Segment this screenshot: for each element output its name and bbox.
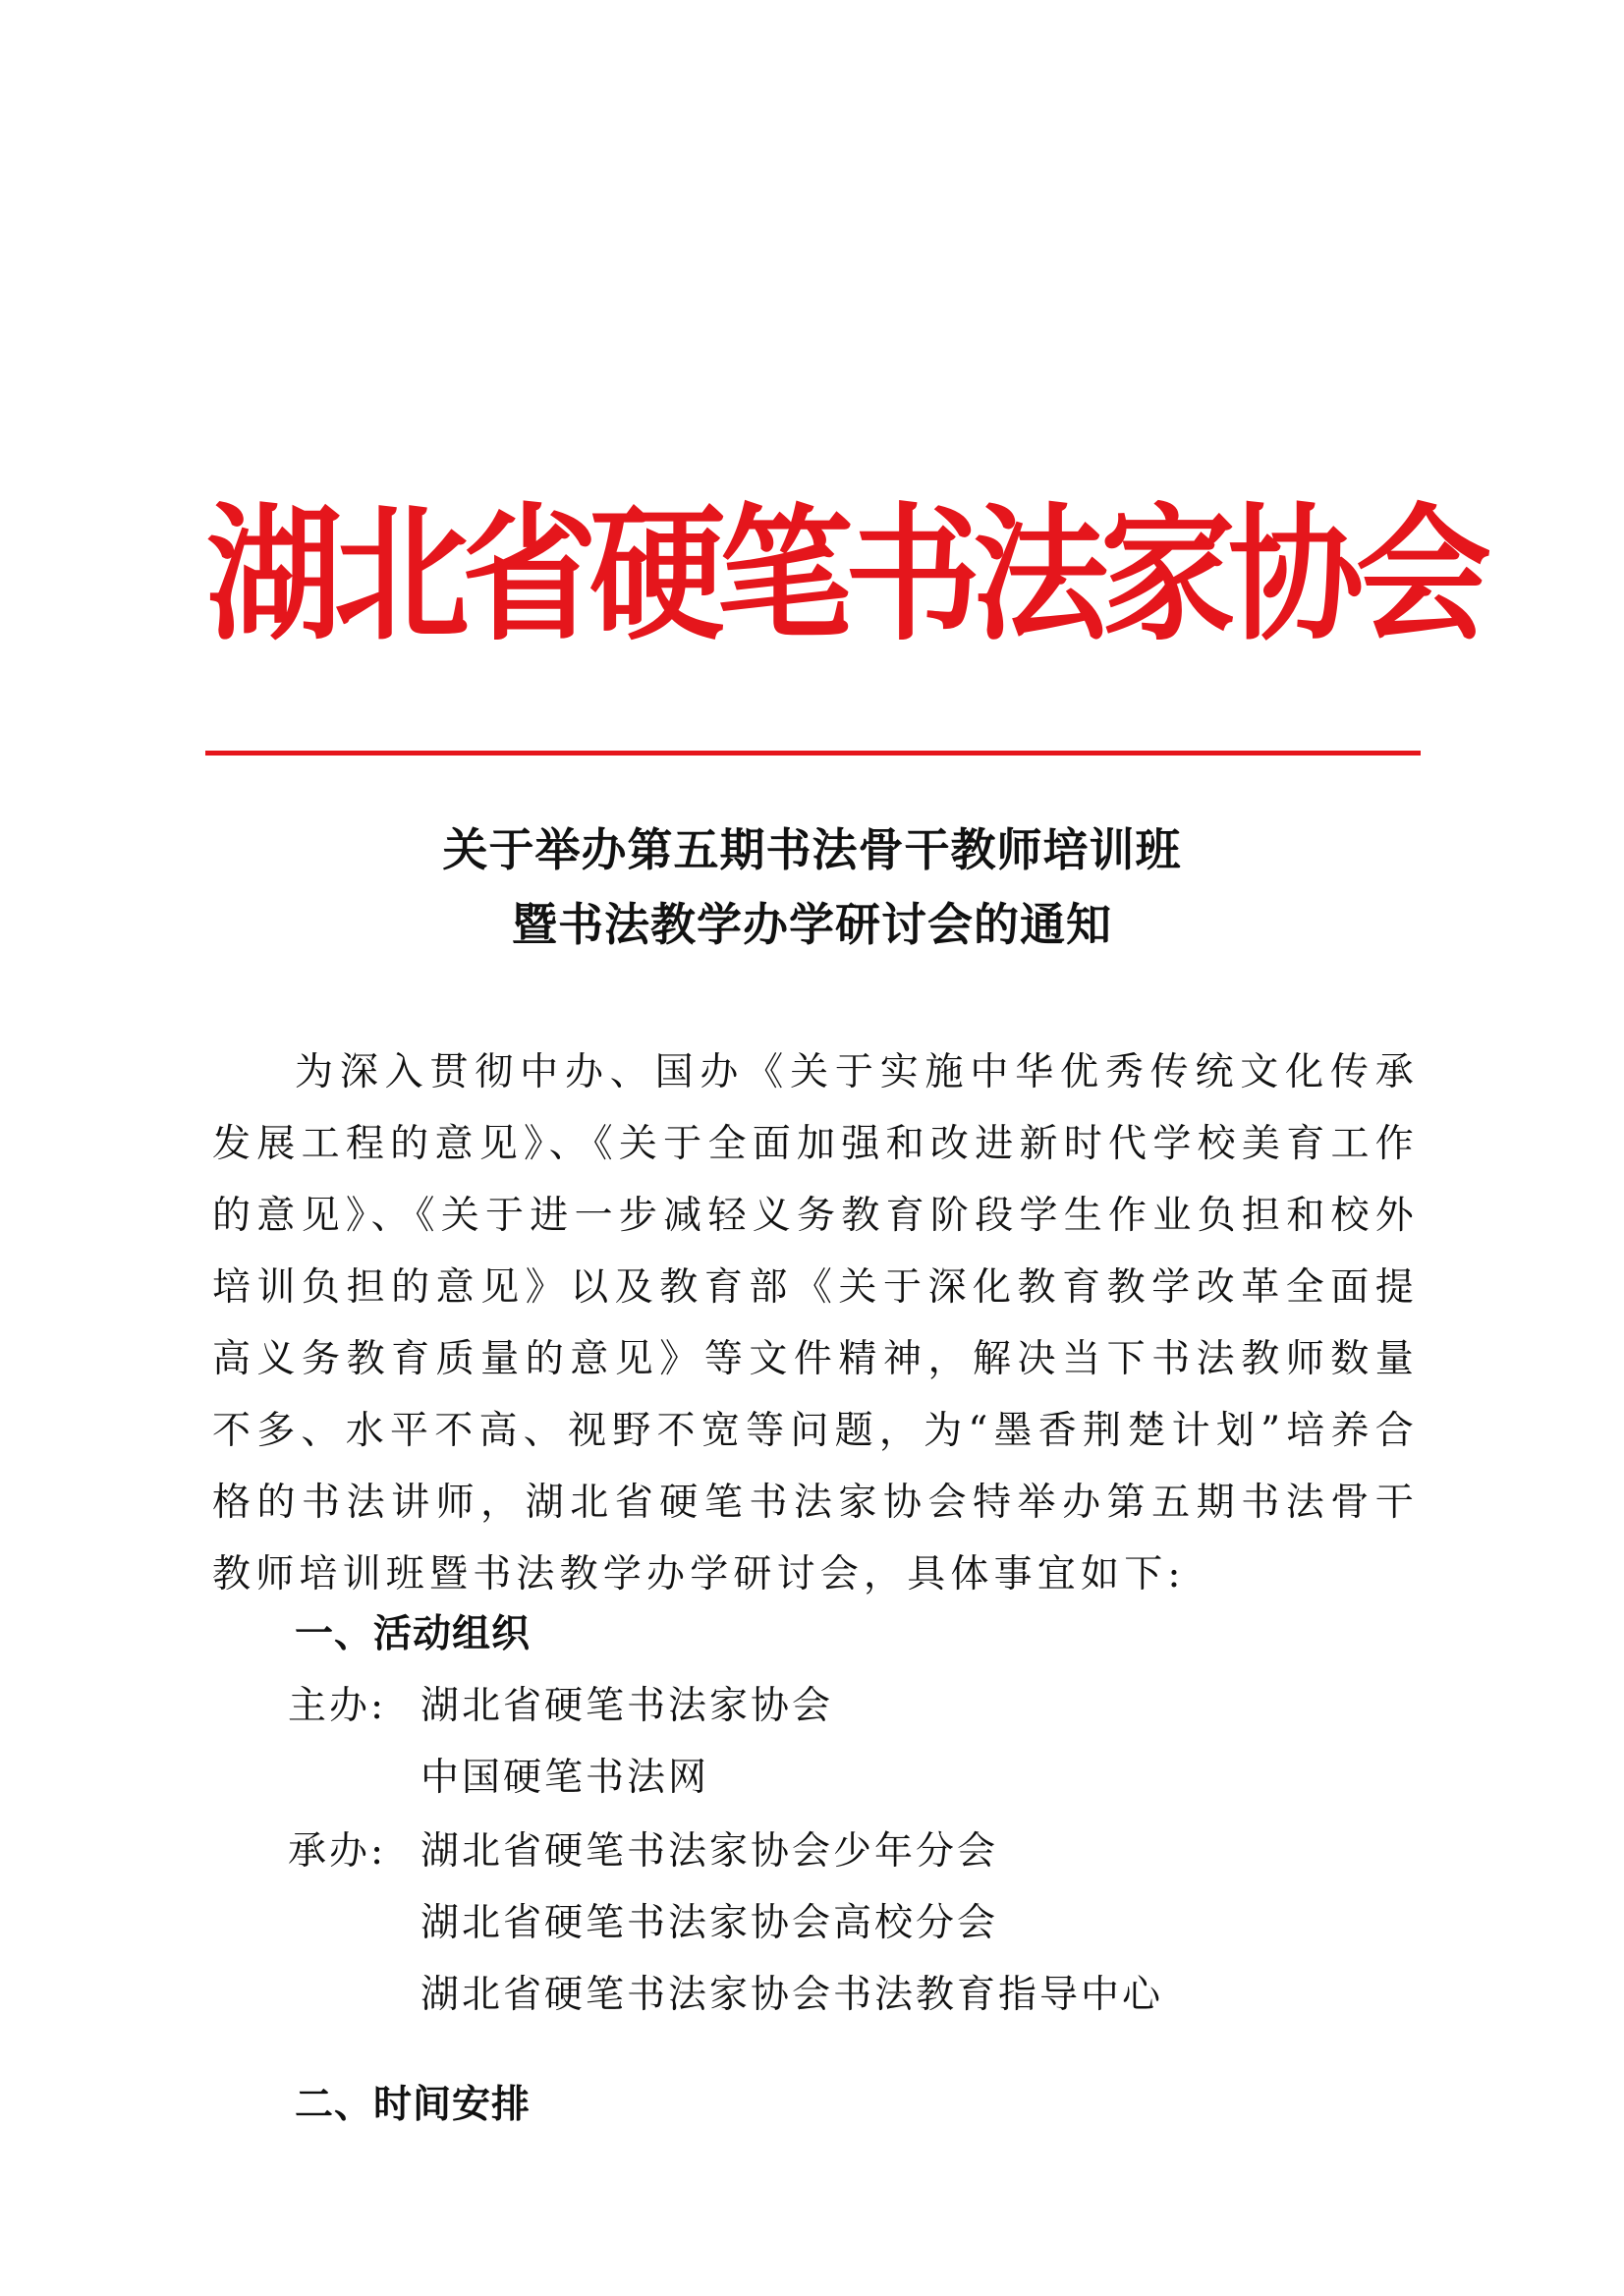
co-organizer-item: 湖北省硬笔书法家协会高校分会 [420,1901,999,1945]
organization-letterhead [206,464,1492,687]
letterhead-char: 北 [334,487,471,661]
letterhead-char: 会 [1356,487,1492,661]
letterhead-char: 协 [1228,487,1365,661]
notice-title-line-2: 暨书法教学办学研讨会的通知 [512,898,1112,951]
notice-title-line-1: 关于举办第五期书法骨干教师培训班 [442,823,1182,876]
letterhead-char: 省 [462,487,598,661]
organizer-item: 中国硬笔书法网 [420,1756,710,1800]
letterhead-divider [205,751,1421,756]
organizer-label: 主办: [288,1684,387,1728]
letterhead-char: 笔 [717,487,854,661]
letterhead-char: 法 [973,487,1109,661]
section-heading-schedule: 二、时间安排 [295,2082,532,2127]
letterhead-char: 硬 [589,487,726,661]
letterhead-char: 书 [845,487,981,661]
organizer-item: 湖北省硬笔书法家协会 [420,1684,834,1728]
co-organizer-item: 湖北省硬笔书法家协会书法教育指导中心 [420,1973,1164,2017]
intro-paragraph: 为深入贯彻中办、国办《关于实施中华优秀传统文化传承发展工程的意见》、《关于全面加强和改进新时代学校美育工作的意见》、《关于进一步减轻义务教育阶段学生作业负担和校外培训负担的意见》以及教育部《关于深化教育教学改革全面提高义务教育质量的意见》等文件精神，解决当下书法教师数量不多、水平不高、视野不宽等问题，为“墨香荆楚计划”培养合格的书法讲师，湖北省硬笔书法家协会特举办第五期书法骨干教师培训班暨书法教学办学研讨会，具体事宜如下: [212,1050,1419,1596]
co-organizer-item: 湖北省硬笔书法家协会少年分会 [420,1829,999,1874]
co-organizer-label: 承办: [288,1829,387,1874]
letterhead-char: 家 [1100,487,1237,661]
section-heading-organization: 一、活动组织 [295,1611,532,1656]
letterhead-char: 湖 [206,487,343,661]
